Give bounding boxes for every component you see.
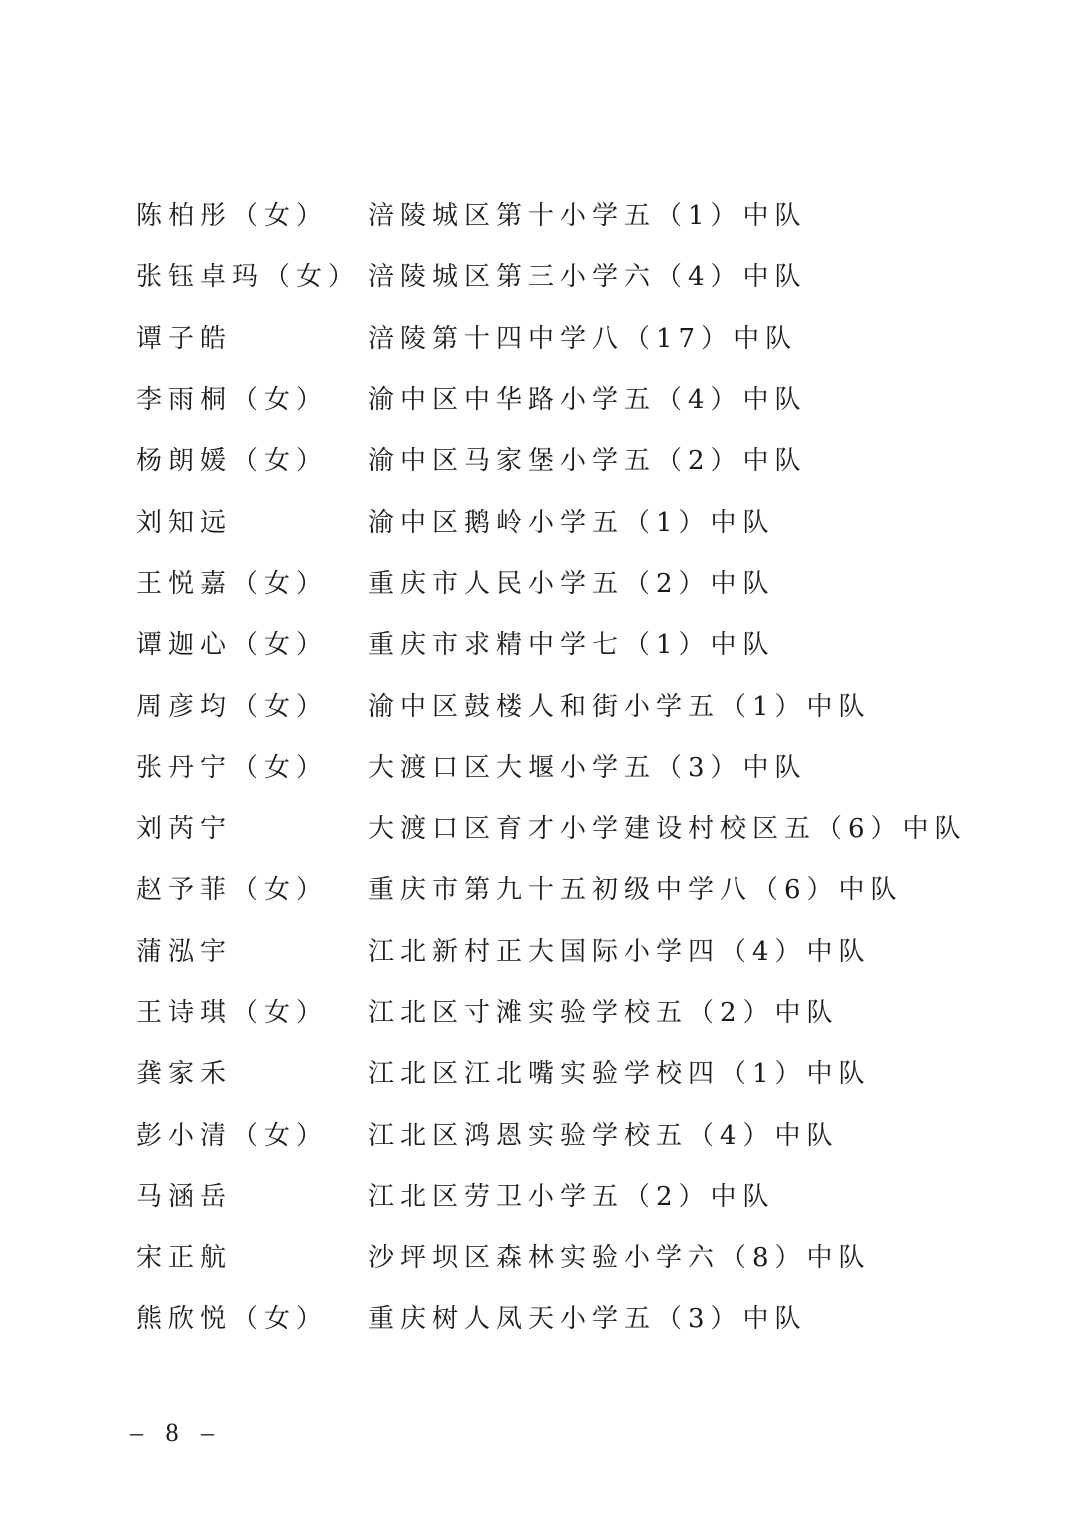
person-name: 谭子皓 [136,323,233,354]
list-item [136,1286,1036,1347]
school-unit: 江北区鸿恩实验学校五（4）中队 [368,1120,839,1151]
person-name: 张钰卓玛（女） [136,262,361,293]
person-name: 刘知远 [136,507,233,538]
school-unit: 江北新村正大国际小学四（4）中队 [368,936,871,967]
list-item [136,673,1036,734]
person-name: 彭小清（女） [136,1120,329,1151]
person-name: 周彦均（女） [136,691,329,722]
person-name: 张丹宁（女） [136,752,329,783]
school-unit: 重庆市求精中学七（1）中队 [368,630,775,661]
list-item [136,489,1036,550]
list-item [136,1102,1036,1163]
person-name: 龚家禾 [136,1059,233,1090]
list-item [136,367,1036,428]
person-name: 王悦嘉（女） [136,568,329,599]
person-name: 宋正航 [136,1243,233,1274]
list-item [136,244,1036,305]
person-name: 熊欣悦（女） [136,1304,329,1335]
page-number: – 8 – [130,1418,222,1447]
person-name: 蒲泓宇 [136,936,233,967]
list-item [136,1225,1036,1286]
school-unit: 江北区劳卫小学五（2）中队 [368,1181,775,1212]
school-unit: 沙坪坝区森林实验小学六（8）中队 [368,1243,871,1274]
school-unit: 渝中区马家堡小学五（2）中队 [368,446,807,477]
school-unit: 渝中区鼓楼人和街小学五（1）中队 [368,691,871,722]
school-unit: 大渡口区大堰小学五（3）中队 [368,752,807,783]
person-name: 刘芮宁 [136,814,233,845]
person-name: 杨朗媛（女） [136,446,329,477]
person-name: 王诗琪（女） [136,998,329,1028]
school-unit: 渝中区鹅岭小学五（1）中队 [368,507,775,538]
person-name: 马涵岳 [136,1181,233,1212]
school-unit: 江北区寸滩实验学校五（2）中队 [368,998,839,1028]
list-item [136,1041,1036,1102]
list-item [136,428,1036,489]
list-item [136,857,1036,918]
school-unit: 江北区江北嘴实验学校四（1）中队 [368,1059,871,1090]
list-item [136,735,1036,796]
person-name: 陈柏彤（女） [136,201,329,232]
school-unit: 渝中区中华路小学五（4）中队 [368,385,807,416]
list-item [136,183,1036,244]
school-unit: 涪陵第十四中学八（17）中队 [368,323,798,354]
list-item [136,919,1036,980]
person-name: 李雨桐（女） [136,385,329,416]
list-item [136,306,1036,367]
person-name: 谭迦心（女） [136,630,329,661]
list-item [136,980,1036,1041]
honoree-list [136,183,1036,1348]
school-unit: 涪陵城区第十小学五（1）中队 [368,201,807,232]
person-name: 赵予菲（女） [136,875,329,906]
school-unit: 重庆市第九十五初级中学八（6）中队 [368,875,903,906]
school-unit: 涪陵城区第三小学六（4）中队 [368,262,807,293]
school-unit: 重庆市人民小学五（2）中队 [368,568,775,599]
list-item [136,551,1036,612]
list-item [136,1164,1036,1225]
school-unit: 重庆树人凤天小学五（3）中队 [368,1304,807,1335]
list-item [136,612,1036,673]
school-unit: 大渡口区育才小学建设村校区五（6）中队 [368,814,967,845]
list-item [136,796,1036,857]
